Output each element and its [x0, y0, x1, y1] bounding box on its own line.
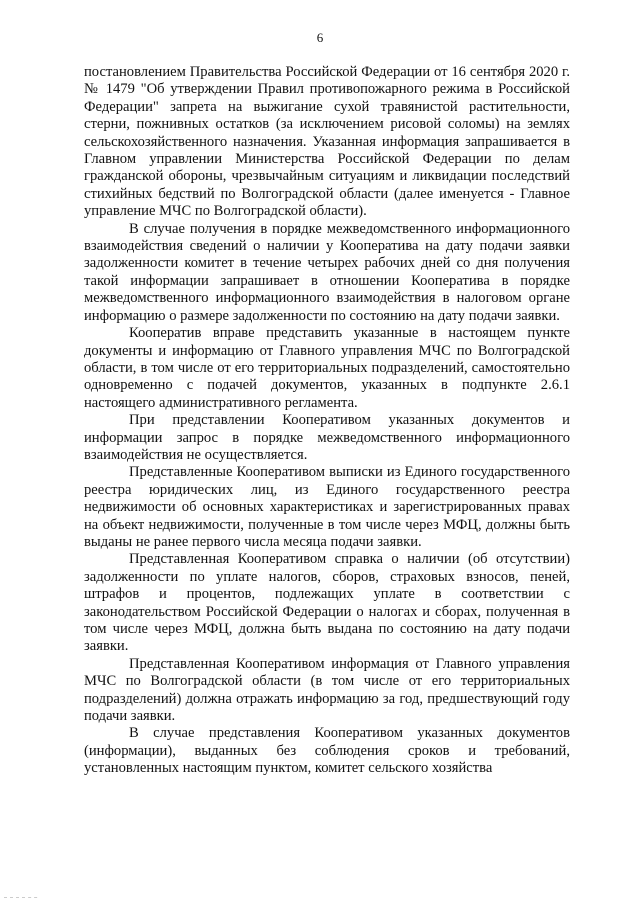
paragraph-noncompliance: В случае представления Кооперативом указанных документов (информации), выданных без соблюдения сроков и требований, установленных настоящим пунктом, комитет сельского хозяйства [84, 725, 570, 777]
paragraph-mchs-information: Представленная Кооперативом информация от Главного управления МЧС по Волгоградской области (в том числе от его территориальных подразделений) должна отражать информацию за год, предшествующий году подачи заявки. [84, 655, 570, 725]
footer-mark: — — — — — — [4, 895, 38, 901]
paragraph-cooperative-right: Кооператив вправе представить указанные в настоящем пункте документы и информацию от Главного управления МЧС по Волгоградской области, в том числе от его территориальных подразделений, самостоятельно одновременно с подачей документов, указанных в подпункте 2.6.1 настоящего административного регламента. [84, 325, 570, 411]
page-number: 6 [316, 30, 324, 45]
paragraph-tax-certificate: Представленная Кооперативом справка о наличии (об отсутствии) задолженности по уплате налогов, сборов, страховых взносов, пеней, штрафов и процентов, подлежащих уплате в соответствии с законодательством Российской Федерации о налогах и сборах, полученная в том числе через МФЦ, должна быть выдана по состоянию на дату подачи заявки. [84, 551, 570, 655]
document-body [84, 64, 570, 778]
paragraph-registry-extracts: Представленные Кооперативом выписки из Единого государственного реестра юридических лиц, из Единого государственного реестра недвижимости об основных характеристиках и зарегистрированных правах на объект недвижимости, полученные в том числе через МФЦ, должны быть выданы не ранее первого числа месяца подачи заявки. [84, 464, 570, 550]
paragraph-no-request: При представлении Кооперативом указанных документов и информации запрос в порядке межведомственного информационного взаимодействия не осуществляется. [84, 412, 570, 463]
paragraph-continuation: постановлением Правительства Российской Федерации от 16 сентября 2020 г. № 1479 "Об утверждении Правил противопожарного режима в Российской Федерации" запрета на выжигание сухой травянистой растительности, стерни, пожнивных остатков (за исключением рисовой соломы) на землях сельскохозяйственного назначения. Указанная информация запрашивается в Главном управлении Министерства Российской Федерации по делам гражданской обороны, чрезвычайным ситуациям и ликвидации последствий стихийных бедствий по Волгоградской области (далее именуется - Главное управление МЧС по Волгоградской области). [84, 64, 570, 220]
paragraph-interagency-request: В случае получения в порядке межведомственного информационного взаимодействия сведений о наличии у Кооператива на дату подачи заявки задолженности комитет в течение четырех рабочих дней со дня получения такой информации запрашивает в отношении Кооператива в порядке межведомственного информационного взаимодействия в налоговом органе информацию о размере задолженности по состоянию на дату подачи заявки. [84, 220, 570, 324]
